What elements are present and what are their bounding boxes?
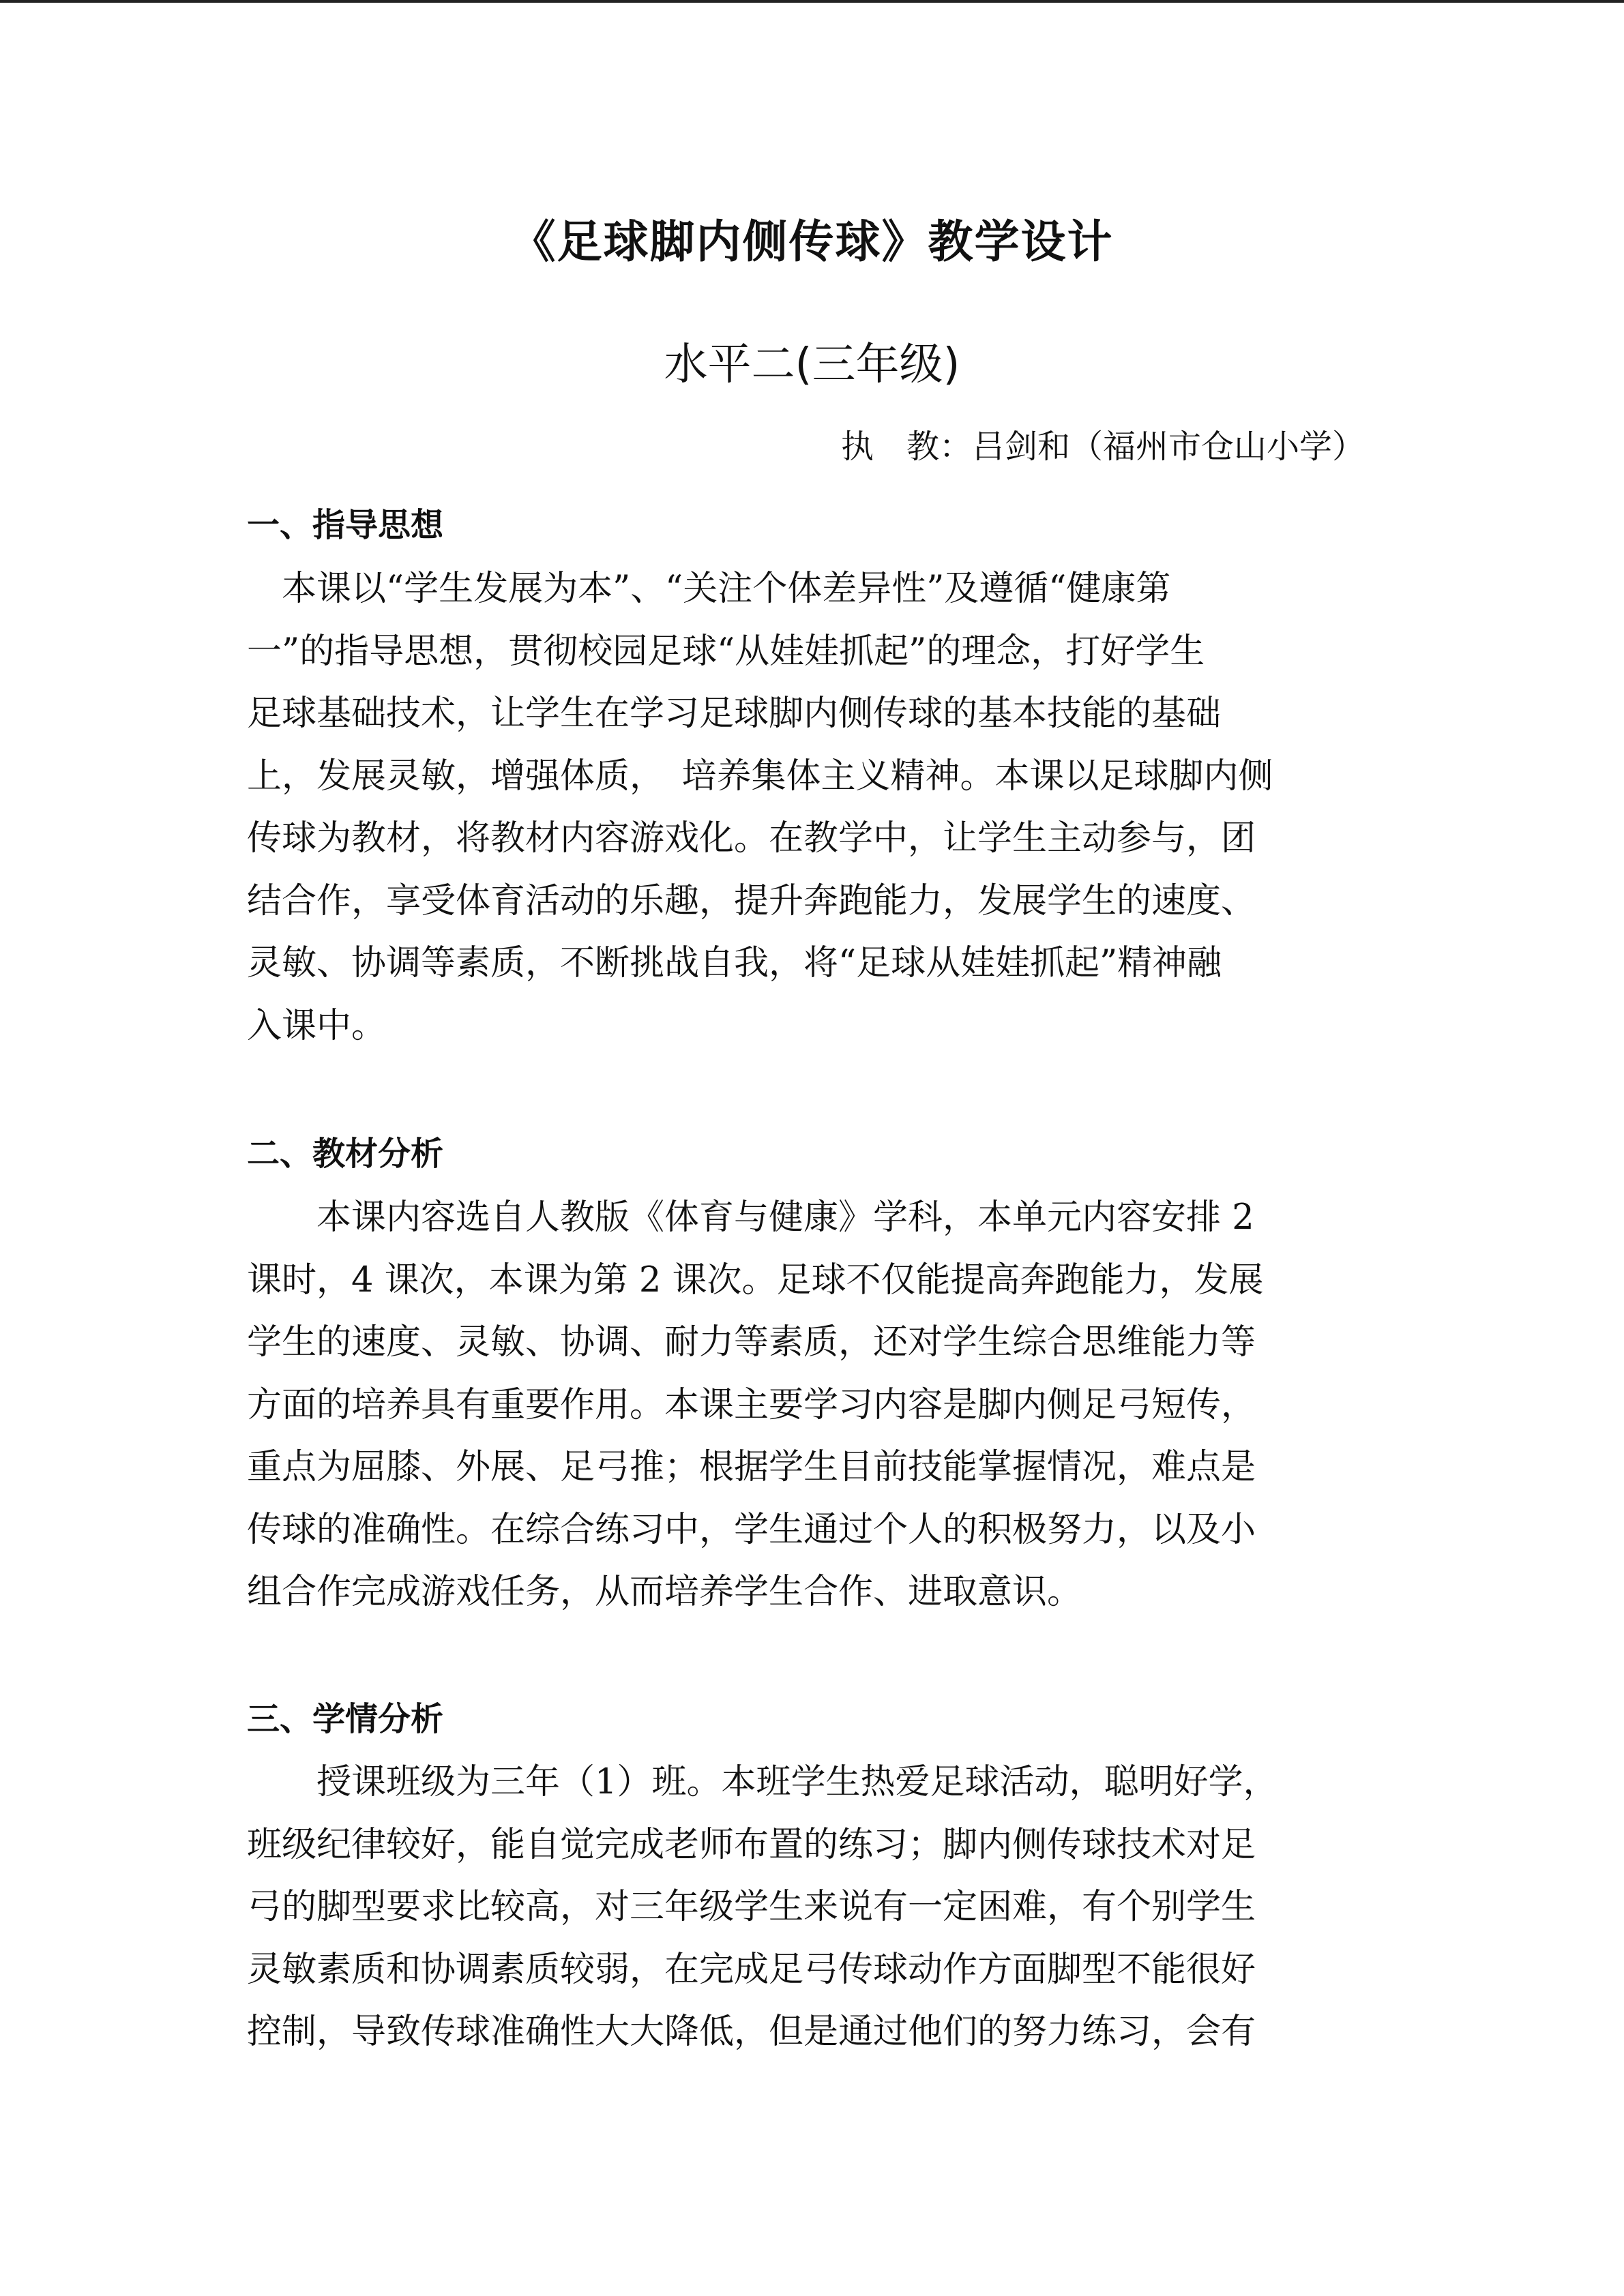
body-line: 重点为屈膝、外展、足弓推；根据学生目前技能掌握情况，难点是 — [247, 1447, 1256, 1487]
body-line: 学生的速度、灵敏、协调、耐力等素质，还对学生综合思维能力等 — [247, 1322, 1256, 1362]
body-line: 一”的指导思想，贯彻校园足球“从娃娃抓起”的理念，打好学生 — [247, 631, 1205, 672]
section-body-1 — [247, 558, 1379, 1057]
body-line: 授课班级为三年（1）班。本班学生热爱足球活动，聪明好学， — [247, 1762, 1278, 1802]
body-line: 本课内容选自人教版《体育与健康》学科，本单元内容安排 2 — [247, 1197, 1254, 1238]
body-line: 弓的脚型要求比较高，对三年级学生来说有一定困难，有个别学生 — [247, 1887, 1256, 1927]
body-line: 传球的准确性。在综合练习中，学生通过个人的积极努力，以及小 — [247, 1509, 1256, 1550]
section-body-3 — [247, 1751, 1379, 2063]
document-title: 《足球脚内侧传球》教学设计 — [510, 215, 1114, 268]
body-line: 入课中。 — [247, 1005, 387, 1046]
document-subtitle: 水平二(三年级) — [664, 340, 960, 390]
body-line: 上，发展灵敏，增强体质， 培养集体主义精神。本课以足球脚内侧 — [247, 756, 1273, 796]
body-line: 灵敏素质和协调素质较弱，在完成足弓传球动作方面脚型不能很好 — [247, 1949, 1256, 1990]
body-line: 班级纪律较好，能自觉完成老师布置的练习；脚内侧传球技术对足 — [247, 1824, 1256, 1865]
body-line: 组合作完成游戏任务，从而培养学生合作、进取意识。 — [247, 1572, 1082, 1612]
section-heading-1: 一、指导思想 — [247, 506, 444, 544]
body-line: 足球基础技术，让学生在学习足球脚内侧传球的基本技能的基础 — [247, 694, 1222, 734]
body-line: 控制，导致传球准确性大大降低，但是通过他们的努力练习，会有 — [247, 2012, 1256, 2052]
body-line: 结合作，享受体育活动的乐趣，提升奔跑能力，发展学生的速度、 — [247, 880, 1256, 921]
page-top-border — [0, 0, 1624, 3]
section-body-2 — [247, 1187, 1379, 1624]
body-line: 本课以“学生发展为本”、“关注个体差异性”及遵循“健康第 — [247, 569, 1171, 609]
body-line: 方面的培养具有重要作用。本课主要学习内容是脚内侧足弓短传， — [247, 1384, 1256, 1425]
section-heading-2: 二、教材分析 — [247, 1135, 444, 1173]
body-line: 课时，4 课次，本课为第 2 课次。足球不仅能提高奔跑能力，发展 — [247, 1259, 1264, 1300]
body-line: 传球为教材，将教材内容游戏化。在教学中，让学生主动参与，团 — [247, 818, 1256, 859]
document-byline: 执 教：吕剑和（福州市仓山小学） — [840, 428, 1365, 466]
section-heading-3: 三、学情分析 — [247, 1700, 444, 1738]
body-line: 灵敏、协调等素质，不断挑战自我，将“足球从娃娃抓起”精神融 — [247, 943, 1222, 983]
